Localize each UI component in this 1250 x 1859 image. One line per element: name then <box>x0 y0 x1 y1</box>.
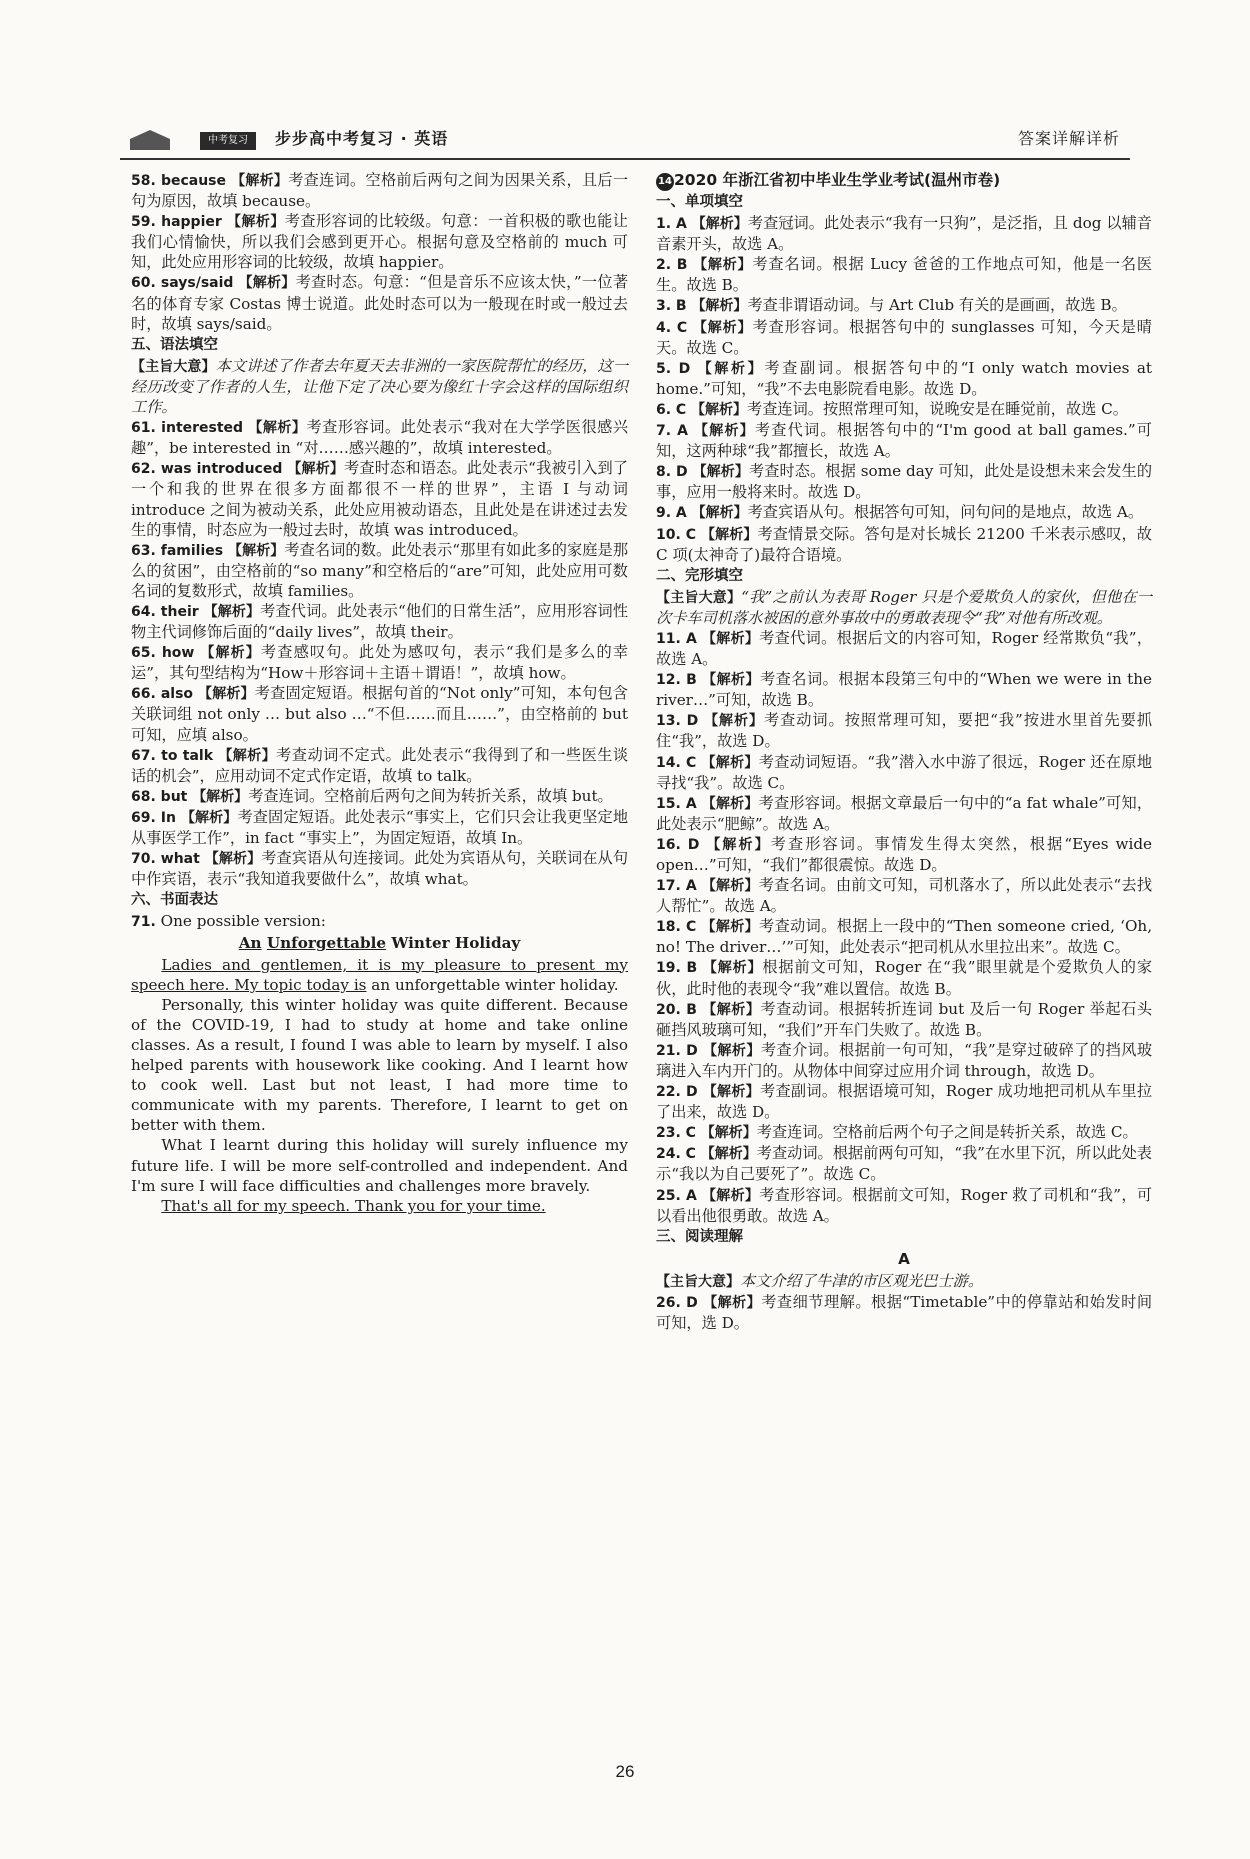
analysis-tag: 【解析】 <box>287 461 345 478</box>
page-header <box>120 118 1130 160</box>
answer-item <box>656 1143 1152 1184</box>
main-idea-tag: 【主旨大意】 <box>131 358 216 375</box>
analysis-tag: 【解析】 <box>192 788 249 805</box>
main-idea-text: “我”之前认为表哥 Roger 只是个爱欺负人的家伙，但他在一次卡车司机落水被困的意外事故中的勇敢表现令“我”对他有所改观。 <box>656 587 1153 627</box>
analysis-tag: 【解析】 <box>693 257 753 274</box>
answer-item <box>131 786 628 807</box>
analysis-text: 考查时态。根据 some day 可知，此处是设想未来会发生的事，应用一般将来时。故选 D。 <box>656 462 1153 502</box>
analysis-text: 考查形容词。根据前文可知，Roger 救了司机和“我”，可以看出他很勇敢。故选 A。 <box>656 1185 1153 1225</box>
answer-key: 17. A <box>656 878 697 895</box>
answer-item <box>656 524 1152 565</box>
exam-number-badge: 14 <box>656 173 674 191</box>
analysis-tag: 【解析】 <box>691 216 748 233</box>
essay-underlined: That's all for my speech. Thank you for your time. <box>161 1196 546 1215</box>
page-number: 26 <box>615 1762 635 1781</box>
section-heading: 二、完形填空 <box>656 567 743 584</box>
analysis-text: 考查代词。根据后文的内容可知，Roger 经常欺负“我”，故选 A。 <box>656 628 1153 669</box>
book-title: 步步高中考复习 · 英语 <box>275 129 449 148</box>
answer-key: 12. B <box>656 672 697 689</box>
analysis-tag: 【解析】 <box>704 713 764 730</box>
analysis-text: 考查时态。句意：“但是音乐不应该太快，”一位著名的体育专家 Costas 博士说道。此处时态可以为一般现在时或一般过去时，故填 says/said。 <box>131 273 629 333</box>
essay-text: an unforgettable winter holiday. <box>366 975 619 994</box>
section-heading: 五、语法填空 <box>131 336 218 353</box>
answer-item <box>656 317 1152 358</box>
analysis-tag: 【解析】 <box>700 1146 757 1163</box>
analysis-text: 考查形容词。根据文章最后一句中的“a fat whale”可知，此处表示“肥鲸”。故选 A。 <box>656 793 1153 833</box>
answer-key: 25. A <box>656 1187 697 1204</box>
answer-item <box>656 957 1152 998</box>
main-idea-text: 本文讲述了作者去年夏天去非洲的一家医院帮忙的经历，这一经历改变了作者的人生，让他下定了决心要为像红十字会这样的国际组织工作。 <box>131 356 629 417</box>
analysis-tag: 【解析】 <box>692 464 749 481</box>
main-idea <box>131 356 628 417</box>
answer-key: 59. happier <box>131 214 222 231</box>
answer-key: 14. C <box>656 754 697 771</box>
analysis-text: 考查连词。空格前后两句之间为转折关系，故填 but。 <box>248 786 613 805</box>
analysis-text: 考查名词。由前文可知，司机落水了，所以此处表示“去找人帮忙”。故选 A。 <box>656 876 1153 916</box>
analysis-tag: 【解析】 <box>200 645 261 662</box>
analysis-tag: 【解析】 <box>702 1084 760 1101</box>
analysis-tag: 【解析】 <box>701 919 760 936</box>
analysis-tag: 【解析】 <box>701 1187 760 1204</box>
analysis-tag: 【解析】 <box>702 672 760 689</box>
answer-item <box>656 916 1152 957</box>
analysis-text: 考查动词。根据前两句可知，“我”在水里下沉，所以此处表示“我以为自己要死了”。故选 C。 <box>656 1144 1152 1184</box>
analysis-tag: 【解析】 <box>691 505 748 522</box>
answer-key: 26. D <box>656 1294 698 1311</box>
analysis-tag: 【解析】 <box>701 795 759 812</box>
analysis-text: 根据前文可知，Roger 在“我”眼里就是个爱欺负人的家伙，此时他的表现令“我”难以置信。故选 B。 <box>656 958 1153 998</box>
analysis-tag: 【解析】 <box>238 275 296 292</box>
analysis-text: 考查名词。根据 Lucy 爸爸的工作地点可知，他是一名医生。故选 B。 <box>656 255 1153 295</box>
answer-item <box>656 461 1152 502</box>
analysis-text: 考查连词。空格前后两个句子之间是转折关系，故选 C。 <box>756 1123 1138 1142</box>
analysis-tag: 【解析】 <box>700 1125 757 1142</box>
answer-item <box>656 752 1152 793</box>
analysis-tag: 【解析】 <box>701 526 758 543</box>
answer-item <box>131 745 628 786</box>
essay-paragraph <box>131 1196 628 1216</box>
analysis-tag: 【解析】 <box>706 836 771 853</box>
analysis-text: 考查名词。根据本段第三句中的“When we were in the river…”可知，故选 B。 <box>656 670 1152 710</box>
analysis-tag: 【解析】 <box>701 878 759 895</box>
analysis-tag: 【解析】 <box>701 630 760 647</box>
answer-item <box>656 1292 1152 1333</box>
analysis-tag: 【解析】 <box>218 747 277 764</box>
analysis-tag: 【解析】 <box>227 214 285 231</box>
analysis-tag: 【解析】 <box>180 809 238 826</box>
analysis-text: 考查形容词。根据答句中的 sunglasses 可知，今天是晴天。故选 C。 <box>656 317 1152 357</box>
analysis-tag: 【解析】 <box>702 960 763 977</box>
answer-item <box>656 502 1152 523</box>
answer-item <box>656 295 1152 316</box>
section-title: 答案详解详析 <box>1017 129 1120 148</box>
answer-item <box>131 540 628 601</box>
essay-paragraph: Personally, this winter holiday was quite different. Because of the COVID-19, I had to study at home and take online classes. As a result, I found I was able to learn by myself. I also helped parents with housework like cooking. And I learnt how to cook well. Last but not least, I had more time to communicate with my parents. Therefore, I learnt to get on better with them. <box>131 995 628 1135</box>
analysis-text: 考查动词短语。“我”潜入水中游了很远，Roger 还在原地寻找“我”。故选 C。 <box>656 752 1153 792</box>
answer-key: 67. to talk <box>131 747 214 764</box>
answer-key: 5. D <box>656 360 691 377</box>
essay-title-word: Winter Holiday <box>391 934 521 953</box>
answer-key: 13. D <box>656 713 699 730</box>
answer-item <box>656 710 1152 751</box>
answer-key: 19. B <box>656 960 698 977</box>
analysis-text: 考查冠词。此处表示“我有一只狗”，是泛指，且 dog 以辅音音素开头，故选 A。 <box>656 214 1152 254</box>
answer-item <box>131 642 628 683</box>
analysis-tag: 【解析】 <box>198 686 255 703</box>
essay-paragraph <box>131 955 628 995</box>
analysis-text: 考查连词。空格前后两句之间为因果关系，且后一句为原因，故填 because。 <box>131 171 629 211</box>
answer-key: 58. because <box>131 173 227 189</box>
analysis-text: 考查动词不定式。此处表示“我得到了和一些医生谈话的机会”，应用动词不定式作定语，故填 to talk。 <box>131 745 629 785</box>
essay-title <box>131 933 628 953</box>
answer-item <box>131 272 628 333</box>
analysis-text: 考查名词的数。此处表示“那里有如此多的家庭是那么的贫困”，由空格前的“so many”和空格后的“are”可知，此处应用可数名词的复数形式，故填 families。 <box>131 540 629 600</box>
answer-key: 60. says/said <box>131 275 234 292</box>
answer-item <box>131 458 628 539</box>
answer-key: 66. also <box>131 686 194 703</box>
answer-item <box>656 793 1152 834</box>
analysis-tag: 【解析】 <box>703 1294 762 1311</box>
answer-key: 70. what <box>131 851 200 868</box>
essay-underlined: Ladies and gentlemen, it is my pleasure to present my speech here. My topic today is <box>131 955 628 994</box>
analysis-text: 考查副词。根据答句中的“I only watch movies at home.”可知，“我”不去电影院看电影。故选 D。 <box>656 358 1153 398</box>
answer-key: 6. C <box>656 401 687 418</box>
analysis-tag: 【解析】 <box>248 420 307 437</box>
answer-key: 24. C <box>656 1146 696 1163</box>
answer-key: 68. but <box>131 788 188 805</box>
answer-item <box>131 683 628 744</box>
analysis-text: 考查动词。根据上一段中的“Then someone cried, ‘Oh, no! The driver…’”可知，此处表示“把司机从水里拉出来”。故选 C。 <box>656 917 1153 957</box>
answer-item <box>131 601 628 642</box>
answer-key: 11. A <box>656 630 697 647</box>
answer-item <box>131 807 628 848</box>
publisher-logo <box>130 124 260 154</box>
analysis-text: 考查动词。按照常理可知，要把“我”按进水里首先要抓住“我”，故选 D。 <box>656 711 1153 751</box>
left-column <box>131 170 628 1216</box>
main-idea <box>656 1271 1152 1292</box>
analysis-text: 考查宾语从句连接词。此处为宾语从句，关联词在从句中作宾语，表示“我知道我要做什么”，故填 what。 <box>131 849 629 889</box>
analysis-tag: 【解析】 <box>691 298 748 315</box>
analysis-text: 考查副词。根据语境可知，Roger 成功地把司机从车里拉了出来，故选 D。 <box>656 1082 1153 1122</box>
answer-item <box>656 1081 1152 1122</box>
exam-title <box>656 170 1152 191</box>
answer-key: 15. A <box>656 795 697 812</box>
answer-key: 23. C <box>656 1125 696 1142</box>
answer-item <box>656 1040 1152 1081</box>
essay-paragraph: What I learnt during this holiday will surely influence my future life. I will be more self-controlled and independent. And I'm sure I will face difficulties and challenges more bravely. <box>131 1136 628 1195</box>
answer-key: 4. C <box>656 319 688 336</box>
analysis-text: 考查动词。根据转折连词 but 及后一句 Roger 举起石头砸挡风玻璃可知，“我们”开车门失败了。故选 B。 <box>656 999 1153 1039</box>
answer-item <box>656 669 1152 710</box>
answer-key: 69. In <box>131 809 176 826</box>
analysis-text: 考查固定短语。此处表示“事实上，它们只会让我更坚定地从事医学工作”，in fact “事实上”，为固定短语，故填 In。 <box>131 807 629 847</box>
answer-key: 8. D <box>656 464 688 481</box>
answer-key: 2. B <box>656 257 688 274</box>
answer-item <box>656 254 1152 295</box>
answer-key: 7. A <box>656 423 688 440</box>
right-column <box>656 170 1152 1333</box>
answer-key: 3. B <box>656 298 687 315</box>
essay-title-word: An <box>238 934 262 953</box>
analysis-text: 考查形容词的比较级。句意：一首积极的歌也能让我们心情愉快，所以我们会感到更开心。根据句意及空格前的 much 可知，此处应用形容词的比较级，故填 happier。 <box>131 212 628 272</box>
answer-item <box>656 213 1152 254</box>
section-heading: 六、书面表达 <box>131 892 218 909</box>
main-idea <box>656 587 1152 628</box>
analysis-tag: 【解析】 <box>701 754 759 771</box>
analysis-text: 考查非谓语动词。与 Art Club 有关的是画画，故选 B。 <box>747 296 1127 315</box>
analysis-text: 考查时态和语态。此处表示“我被引入到了一个和我的世界在很多方面都很不一样的世界”，主语 I 与动词 introduce 之间为被动关系，此处应用被动语态，且此处是在讲述过去发生的事情，时态应为一般过去时，故填 was introduced。 <box>131 459 629 539</box>
answer-item <box>131 848 628 889</box>
analysis-text: 考查形容词。此处表示“我对在大学学医很感兴趣”，be interested in “对……感兴趣的”，故填 interested。 <box>131 418 629 458</box>
essay-title-word: Unforgettable <box>266 934 387 953</box>
answer-key: 63. families <box>131 542 224 559</box>
analysis-text: 考查代词。此处表示“他们的日常生活”，应用形容词性物主代词修饰后面的“daily lives”，故填 their。 <box>131 601 629 642</box>
exam-title-text: 2020 年浙江省初中毕业生学业考试(温州市卷) <box>674 171 1001 189</box>
analysis-text: 考查连词。按照常理可知，说晚安是在睡觉前，故选 C。 <box>747 399 1128 418</box>
answer-key: 62. was introduced <box>131 461 283 478</box>
analysis-tag: 【解析】 <box>691 401 748 418</box>
answer-item <box>656 834 1152 875</box>
analysis-tag: 【解析】 <box>702 1001 761 1018</box>
answer-item <box>656 358 1152 399</box>
analysis-tag: 【解析】 <box>228 542 285 559</box>
answer-key: 18. C <box>656 919 697 936</box>
main-idea-text: 本文介绍了牛津的市区观光巴士游。 <box>740 1271 983 1290</box>
section-heading: 一、单项填空 <box>656 194 743 210</box>
analysis-text: 考查细节理解。根据“Timetable”中的停靠站和始发时间可知，选 D。 <box>656 1292 1153 1333</box>
analysis-tag: 【解析】 <box>203 603 261 620</box>
analysis-tag: 【解析】 <box>697 360 765 377</box>
analysis-tag: 【解析】 <box>204 851 262 868</box>
answer-key: 20. B <box>656 1001 697 1018</box>
answer-item <box>656 1185 1152 1226</box>
answer-item <box>131 170 628 211</box>
main-idea-tag: 【主旨大意】 <box>656 589 742 606</box>
answer-key: 9. A <box>656 505 687 522</box>
answer-item <box>656 399 1152 420</box>
answer-key: 65. how <box>131 645 195 662</box>
answer-key: 10. C <box>656 526 697 543</box>
essay-intro-text: One possible version: <box>160 912 326 931</box>
answer-key: 1. A <box>656 216 687 233</box>
essay-intro <box>131 911 628 932</box>
answer-key: 16. D <box>656 836 700 853</box>
item-number: 71. <box>131 914 156 931</box>
analysis-text: 考查介词。根据前一句可知，“我”是穿过破碎了的挡风玻璃进入车内开门的。从物体中间穿过应用介词 through，故选 D。 <box>656 1040 1153 1080</box>
house-icon <box>130 130 170 150</box>
section-heading: 三、阅读理解 <box>656 1228 743 1245</box>
analysis-tag: 【解析】 <box>231 173 289 189</box>
answer-key: 61. interested <box>131 420 244 437</box>
analysis-text: 考查宾语从句。根据答句可知，问句问的是地点，故选 A。 <box>747 503 1144 522</box>
logo-tag: 中考复习 <box>200 132 256 150</box>
answer-item <box>656 420 1152 461</box>
main-idea-tag: 【主旨大意】 <box>656 1273 740 1290</box>
answer-item <box>656 1122 1152 1143</box>
analysis-tag: 【解析】 <box>703 1042 761 1059</box>
answer-item <box>656 628 1152 669</box>
passage-label: A <box>898 1249 910 1268</box>
analysis-tag: 【解析】 <box>692 319 753 336</box>
answer-item <box>656 999 1152 1040</box>
analysis-tag: 【解析】 <box>694 423 755 440</box>
analysis-text: 考查代词。根据答句中的“I'm good at ball games.”可知，这两种球“我”都擅长，故选 A。 <box>656 421 1152 461</box>
answer-key: 64. their <box>131 603 199 620</box>
answer-key: 22. D <box>656 1084 698 1101</box>
analysis-text: 考查情景交际。答句是对长城长 21200 千米表示感叹，故 C 项(太神奇了)最符合语境。 <box>656 524 1152 564</box>
analysis-text: 考查感叹句。此处为感叹句，表示“我们是多么的幸运”，其句型结构为“How＋形容词＋主语＋谓语！”，故填 how。 <box>131 643 629 683</box>
answer-item <box>656 875 1152 916</box>
analysis-text: 考查形容词。事情发生得太突然，根据“Eyes wide open…”可知，“我们”都很震惊。故选 D。 <box>656 834 1153 874</box>
analysis-text: 考查固定短语。根据句首的“Not only”可知，本句包含关联词组 not only … but also …“不但……而且……”，由空格前的 but 可知，应填 also。 <box>131 684 628 744</box>
answer-key: 21. D <box>656 1042 698 1059</box>
answer-item <box>131 211 628 272</box>
answer-item <box>131 417 628 458</box>
